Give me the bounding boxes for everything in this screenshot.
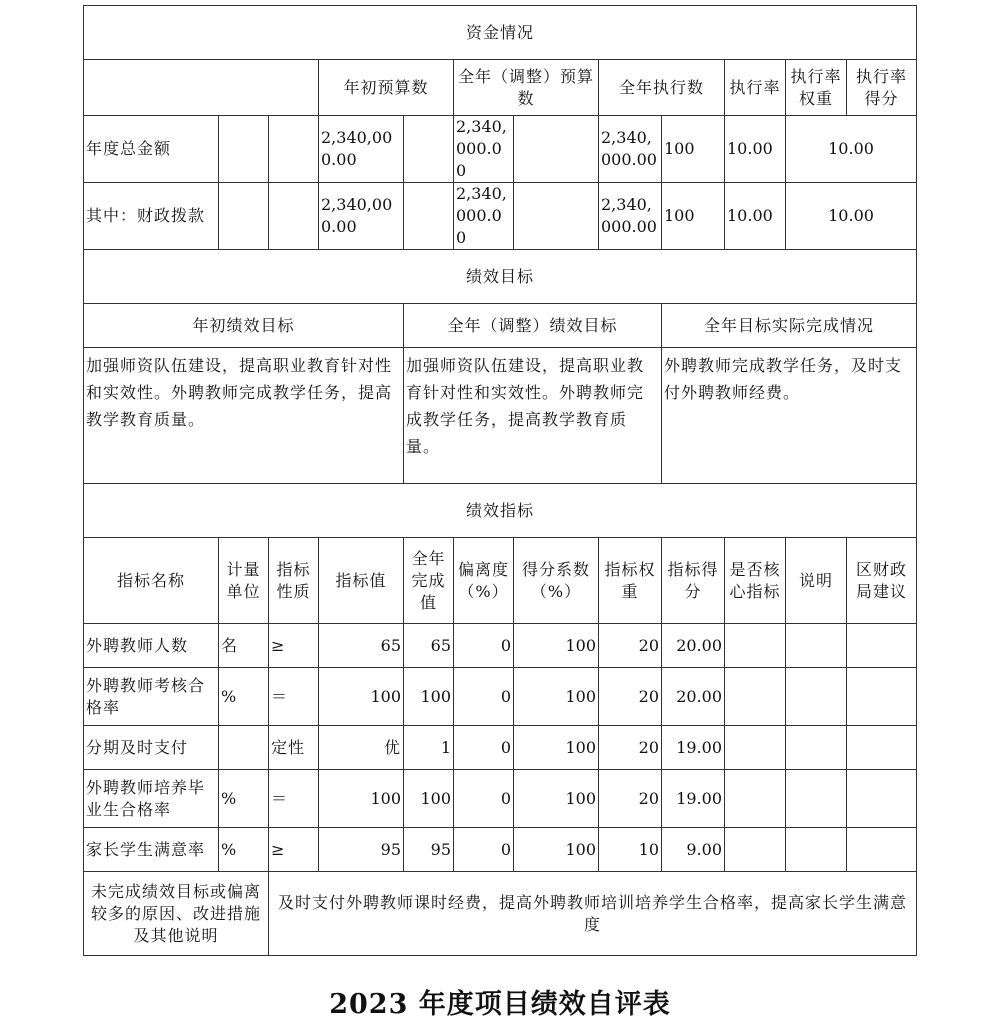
indicator-nature: ≥	[269, 828, 319, 872]
table-row	[84, 668, 917, 726]
indicator-deviation: 0	[454, 668, 514, 726]
indicator-note	[786, 624, 847, 668]
indicator-actual: 95	[404, 828, 454, 872]
indicators-header-unit: 计量单位	[219, 538, 269, 624]
funds-row-executed: 2,340,000.00	[599, 183, 662, 250]
indicator-coefficient: 100	[514, 668, 599, 726]
indicator-suggestion	[847, 726, 917, 770]
indicator-note	[786, 726, 847, 770]
funds-header-executed: 全年执行数	[599, 60, 725, 116]
empty-cell	[269, 183, 319, 250]
funds-row-label: 其中：财政拨款	[84, 183, 219, 250]
funds-row	[84, 116, 917, 183]
funds-row-adjusted: 2,340,000.00	[454, 116, 514, 183]
funds-row-score: 10.00	[786, 183, 917, 250]
indicator-score: 9.00	[662, 828, 725, 872]
indicator-score: 20.00	[662, 624, 725, 668]
indicators-header-suggestion: 区财政局建议	[847, 538, 917, 624]
indicator-deviation: 0	[454, 828, 514, 872]
funds-row-executed: 2,340,000.00	[599, 116, 662, 183]
indicators-header-coefficient: 得分系数（%）	[514, 538, 599, 624]
indicators-header-weight: 指标权重	[599, 538, 662, 624]
empty-cell	[219, 116, 269, 183]
funds-header-rate: 执行率	[725, 60, 786, 116]
indicator-score: 19.00	[662, 770, 725, 828]
empty-cell	[404, 183, 454, 250]
indicator-weight: 20	[599, 624, 662, 668]
indicator-weight: 20	[599, 726, 662, 770]
indicator-target: 65	[319, 624, 404, 668]
indicator-nature: ＝	[269, 770, 319, 828]
page-title: 2023 年度项目绩效自评表	[329, 989, 671, 1020]
indicator-core	[725, 624, 786, 668]
indicators-header-actual: 全年完成值	[404, 538, 454, 624]
goals-header-initial: 年初绩效目标	[84, 304, 404, 348]
indicator-coefficient: 100	[514, 624, 599, 668]
indicator-deviation: 0	[454, 726, 514, 770]
indicator-note	[786, 770, 847, 828]
indicators-header-note: 说明	[786, 538, 847, 624]
indicator-unit	[219, 726, 269, 770]
indicators-section-title: 绩效指标	[84, 484, 917, 538]
funds-row	[84, 183, 917, 250]
indicator-weight: 20	[599, 770, 662, 828]
indicator-nature: 定性	[269, 726, 319, 770]
goals-actual-text: 外聘教师完成教学任务，及时支付外聘教师经费。	[662, 348, 917, 484]
indicator-actual: 100	[404, 770, 454, 828]
indicator-suggestion	[847, 624, 917, 668]
indicator-coefficient: 100	[514, 726, 599, 770]
empty-cell	[269, 116, 319, 183]
indicators-header-deviation: 偏离度（%）	[454, 538, 514, 624]
performance-evaluation-table	[83, 5, 917, 956]
indicator-unit: %	[219, 668, 269, 726]
funds-header-blank	[84, 60, 319, 116]
goals-header-adjusted: 全年（调整）绩效目标	[404, 304, 662, 348]
funds-row-label: 年度总金额	[84, 116, 219, 183]
funds-row-score: 10.00	[786, 116, 917, 183]
indicator-deviation: 0	[454, 624, 514, 668]
empty-cell	[514, 116, 599, 183]
indicator-actual: 65	[404, 624, 454, 668]
indicator-unit: %	[219, 828, 269, 872]
goals-section-title: 绩效目标	[84, 250, 917, 304]
empty-cell	[514, 183, 599, 250]
indicator-target: 95	[319, 828, 404, 872]
funds-row-initial: 2,340,000.00	[319, 183, 404, 250]
indicator-note	[786, 828, 847, 872]
indicator-deviation: 0	[454, 770, 514, 828]
goals-initial-text: 加强师资队伍建设，提高职业教育针对性和实效性。外聘教师完成教学任务，提高教学教育质量。	[84, 348, 404, 484]
indicator-suggestion	[847, 828, 917, 872]
indicator-core	[725, 770, 786, 828]
funds-header-adjusted: 全年（调整）预算数	[454, 60, 599, 116]
indicator-actual: 1	[404, 726, 454, 770]
indicator-unit: 名	[219, 624, 269, 668]
indicator-name: 外聘教师人数	[84, 624, 219, 668]
empty-cell	[404, 116, 454, 183]
funds-row-adjusted: 2,340,000.00	[454, 183, 514, 250]
empty-cell	[219, 183, 269, 250]
funds-row-initial: 2,340,000.00	[319, 116, 404, 183]
indicator-name: 外聘教师培养毕业生合格率	[84, 770, 219, 828]
funds-row-weight: 10.00	[725, 116, 786, 183]
funds-row-rate: 100	[662, 116, 725, 183]
indicator-note	[786, 668, 847, 726]
indicator-name: 外聘教师考核合格率	[84, 668, 219, 726]
indicator-name: 分期及时支付	[84, 726, 219, 770]
remarks-text: 及时支付外聘教师课时经费，提高外聘教师培训培养学生合格率，提高家长学生满意度	[269, 872, 917, 956]
funds-row-weight: 10.00	[725, 183, 786, 250]
remarks-label: 未完成绩效目标或偏离较多的原因、改进措施及其他说明	[84, 872, 269, 956]
indicator-actual: 100	[404, 668, 454, 726]
indicator-target: 100	[319, 668, 404, 726]
table-row	[84, 624, 917, 668]
indicator-nature: ≥	[269, 624, 319, 668]
indicator-suggestion	[847, 668, 917, 726]
indicator-unit: %	[219, 770, 269, 828]
indicator-suggestion	[847, 770, 917, 828]
indicators-header-core: 是否核心指标	[725, 538, 786, 624]
funds-row-rate: 100	[662, 183, 725, 250]
indicator-core	[725, 668, 786, 726]
indicators-header-nature: 指标性质	[269, 538, 319, 624]
indicator-weight: 10	[599, 828, 662, 872]
indicators-header-target: 指标值	[319, 538, 404, 624]
table-row	[84, 770, 917, 828]
indicator-score: 20.00	[662, 668, 725, 726]
indicator-target: 100	[319, 770, 404, 828]
indicator-coefficient: 100	[514, 828, 599, 872]
goals-adjusted-text: 加强师资队伍建设，提高职业教育针对性和实效性。外聘教师完成教学任务，提高教学教育质量。	[404, 348, 662, 484]
indicator-score: 19.00	[662, 726, 725, 770]
indicator-nature: ＝	[269, 668, 319, 726]
goals-header-actual: 全年目标实际完成情况	[662, 304, 917, 348]
table-row	[84, 828, 917, 872]
funds-section-title: 资金情况	[84, 6, 917, 60]
indicator-name: 家长学生满意率	[84, 828, 219, 872]
table-row	[84, 726, 917, 770]
indicator-core	[725, 828, 786, 872]
indicator-weight: 20	[599, 668, 662, 726]
funds-header-weight: 执行率权重	[786, 60, 847, 116]
funds-header-initial: 年初预算数	[319, 60, 454, 116]
indicator-target: 优	[319, 726, 404, 770]
indicator-core	[725, 726, 786, 770]
funds-header-score: 执行率得分	[847, 60, 917, 116]
indicators-header-score: 指标得分	[662, 538, 725, 624]
indicators-header-name: 指标名称	[84, 538, 219, 624]
indicator-coefficient: 100	[514, 770, 599, 828]
